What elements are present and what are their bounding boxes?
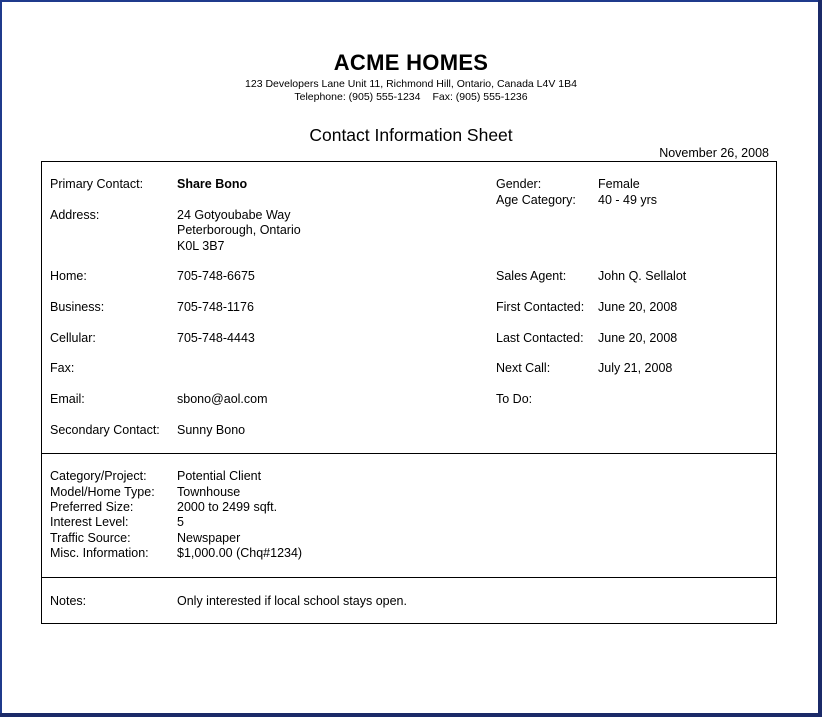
notes-value: Only interested if local school stays open.	[177, 594, 407, 608]
primary-contact-label: Primary Contact:	[50, 177, 144, 191]
category-project-label: Category/Project:	[50, 469, 147, 483]
business-value: 705-748-1176	[177, 300, 254, 314]
cellular-label: Cellular:	[50, 331, 96, 345]
interest-level-value: 5	[177, 515, 184, 529]
section-divider-2	[42, 577, 776, 578]
gender-label: Gender:	[496, 177, 542, 191]
cellular-value: 705-748-4443	[177, 331, 255, 345]
first-contacted-label: First Contacted:	[496, 300, 585, 314]
section-divider-1	[42, 453, 776, 454]
model-home-type-value: Townhouse	[177, 485, 241, 499]
fax-label: Fax:	[50, 361, 75, 375]
traffic-source-value: Newspaper	[177, 531, 241, 545]
next-call-label: Next Call:	[496, 361, 551, 375]
address-line-3: K0L 3B7	[177, 239, 225, 253]
address-line-1: 24 Gotyoubabe Way	[177, 208, 291, 222]
traffic-source-label: Traffic Source:	[50, 531, 131, 545]
category-project-value: Potential Client	[177, 469, 262, 483]
last-contacted-label: Last Contacted:	[496, 331, 584, 345]
address-label: Address:	[50, 208, 100, 222]
page-shadow-right	[818, 0, 822, 717]
notes-label: Notes:	[50, 594, 87, 608]
primary-contact-value: Share Bono	[177, 177, 248, 191]
gender-value: Female	[598, 177, 640, 191]
preferred-size-label: Preferred Size:	[50, 500, 134, 514]
interest-level-label: Interest Level:	[50, 515, 129, 529]
model-home-type-label: Model/Home Type:	[50, 485, 155, 499]
sales-agent-value: John Q. Sellalot	[598, 269, 687, 283]
preferred-size-value: 2000 to 2499 sqft.	[177, 500, 278, 514]
sheet-title: Contact Information Sheet	[309, 125, 513, 145]
secondary-contact-value: Sunny Bono	[177, 423, 246, 437]
age-category-label: Age Category:	[496, 193, 576, 207]
to-do-label: To Do:	[496, 392, 533, 406]
home-label: Home:	[50, 269, 87, 283]
sheet-date: November 26, 2008	[659, 146, 769, 160]
company-name: ACME HOMES	[333, 50, 489, 75]
misc-information-value: $1,000.00 (Chq#1234)	[177, 546, 303, 560]
home-value: 705-748-6675	[177, 269, 255, 283]
sales-agent-label: Sales Agent:	[496, 269, 567, 283]
age-category-value: 40 - 49 yrs	[598, 193, 658, 207]
business-label: Business:	[50, 300, 105, 314]
secondary-contact-label: Secondary Contact:	[50, 423, 160, 437]
company-telephone: Telephone: (905) 555-1234	[294, 91, 421, 103]
next-call-value: July 21, 2008	[598, 361, 673, 375]
company-address: 123 Developers Lane Unit 11, Richmond Hill, Ontario, Canada L4V 1B4	[245, 78, 577, 90]
contact-info-box	[41, 161, 777, 624]
page-shadow-bottom	[0, 713, 822, 717]
company-fax: Fax: (905) 555-1236	[432, 91, 528, 103]
first-contacted-value: June 20, 2008	[598, 300, 678, 314]
address-line-2: Peterborough, Ontario	[177, 223, 301, 237]
company-phone-fax	[0, 91, 822, 103]
misc-information-label: Misc. Information:	[50, 546, 149, 560]
email-label: Email:	[50, 392, 85, 406]
email-value: sbono@aol.com	[177, 392, 268, 406]
last-contacted-value: June 20, 2008	[598, 331, 678, 345]
